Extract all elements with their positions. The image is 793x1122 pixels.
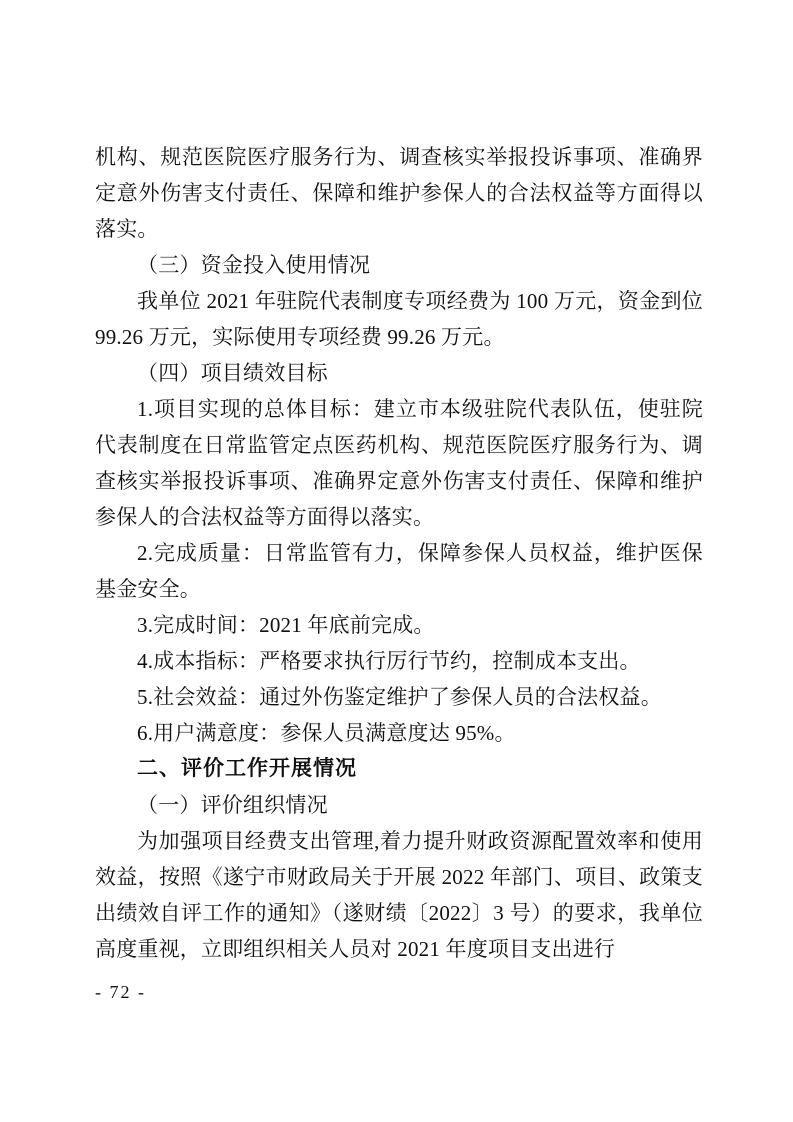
paragraph-evaluation-organization: 为加强项目经费支出管理,着力提升财政资源配置效率和使用效益，按照《遂宁市财政局关于开展 2022 年部门、项目、政策支出绩效自评工作的通知》（遂财绩〔2022〕3 号）的要求，我单位高度重视，立即组织相关人员对 2021 年度项目支出进行 — [95, 829, 703, 961]
paragraph-funding-amounts: 我单位 2021 年驻院代表制度专项经费为 100 万元，资金到位 99.26 万元，实际使用专项经费 99.26 万元。 — [95, 289, 703, 349]
subheading-evaluation-organization: （一）评价组织情况 — [137, 793, 328, 817]
page-number: - 72 - — [95, 982, 146, 1002]
heading-evaluation-work: 二、评价工作开展情况 — [137, 757, 357, 780]
subheading-performance-goals: （四）项目绩效目标 — [137, 361, 328, 385]
paragraph-goal-satisfaction: 6.用户满意度：参保人员满意度达 95%。 — [137, 721, 516, 745]
paragraph-goal-quality: 2.完成质量：日常监管有力，保障参保人员权益，维护医保基金安全。 — [95, 541, 703, 601]
subheading-funding-usage: （三）资金投入使用情况 — [137, 253, 371, 277]
paragraph-goal-time: 3.完成时间：2021 年底前完成。 — [137, 613, 435, 637]
paragraph-implementation-continued: 机构、规范医院医疗服务行为、调查核实举报投诉事项、准确界定意外伤害支付责任、保障和维护参保人的合法权益等方面得以落实。 — [95, 145, 703, 241]
paragraph-goal-cost: 4.成本指标：严格要求执行厉行节约，控制成本支出。 — [137, 649, 641, 673]
paragraph-goal-social-benefit: 5.社会效益：通过外伤鉴定维护了参保人员的合法权益。 — [137, 685, 662, 709]
document-content — [95, 139, 703, 967]
paragraph-goal-overall: 1.项目实现的总体目标：建立市本级驻院代表队伍，使驻院代表制度在日常监管定点医药机构、规范医院医疗服务行为、调查核实举报投诉事项、准确界定意外伤害支付责任、保障和维护参保人的合法权益等方面得以落实。 — [95, 397, 703, 529]
